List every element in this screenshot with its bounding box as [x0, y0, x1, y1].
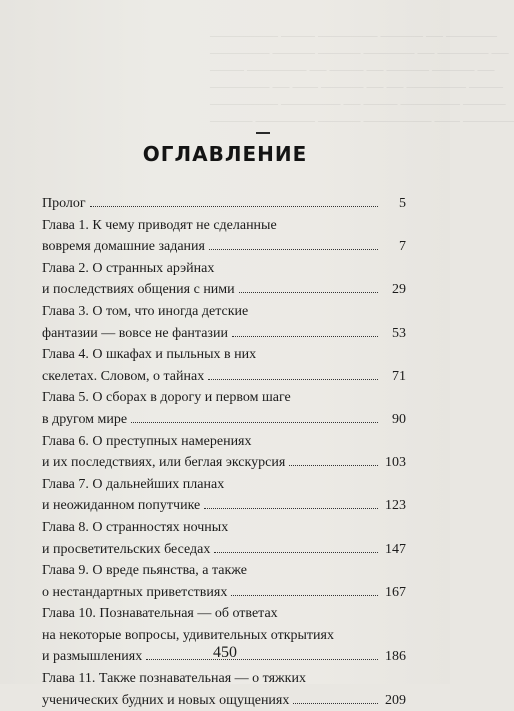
toc-entry	[42, 344, 406, 387]
toc-entry-text: вовремя домашние задания	[42, 239, 205, 255]
toc-entry-line	[42, 603, 406, 625]
toc-entry-line	[42, 215, 406, 237]
toc-entry-line	[42, 539, 406, 561]
dot-leader	[214, 552, 378, 553]
toc-entry-line	[42, 495, 406, 517]
toc-page-number: 186	[385, 649, 406, 665]
page-number: 450	[213, 644, 237, 661]
toc-page-number: 29	[392, 282, 406, 298]
toc-entry-text: Пролог	[42, 196, 86, 211]
toc-entry-text: Глава 5. О сборах в дорогу и первом шаге	[42, 390, 291, 406]
dot-leader	[293, 703, 378, 704]
toc-entry-line	[42, 668, 406, 690]
toc-page-number: 209	[385, 692, 406, 708]
toc-entry-text: Глава 2. О странных арэйнах	[42, 260, 215, 276]
toc-page-number: 90	[392, 411, 406, 427]
toc-entry	[42, 301, 406, 344]
toc-entry-text: Глава 4. О шкафах и пыльных в них	[42, 347, 257, 363]
toc-entry	[42, 193, 406, 215]
toc-entry-text: Глава 3. О том, что иногда детские	[42, 303, 249, 319]
toc-entry-text: и их последствиях, или беглая экскурсия	[42, 455, 286, 471]
toc-page-number: 71	[392, 368, 406, 384]
toc-entry-text: Глава 6. О преступных намерениях	[42, 433, 252, 449]
toc-entry-text: Глава 11. Также познавательная — о тяжких	[42, 671, 306, 687]
toc-entry	[42, 668, 406, 711]
toc-entry-line	[42, 366, 406, 388]
toc-entry-line	[42, 474, 406, 496]
dot-leader	[231, 595, 378, 596]
dot-leader	[239, 292, 378, 293]
toc-entry-text: и последствиях общения с ними	[42, 282, 235, 298]
toc-page-number: 103	[385, 455, 406, 471]
toc-entry-line	[42, 193, 406, 215]
toc-entry-line	[42, 431, 406, 453]
toc-entry	[42, 431, 406, 474]
toc-entry-text: Глава 8. О странностях ночных	[42, 519, 229, 535]
toc-page-number: 147	[385, 541, 406, 557]
toc-page-number: 123	[385, 498, 406, 514]
toc-entry-text: и размышлениях	[42, 649, 143, 665]
toc-entry-line	[42, 258, 406, 280]
toc-entry-text: Глава 9. О вреде пьянства, а также	[42, 563, 247, 579]
toc-entry-line	[42, 452, 406, 474]
toc-entry-text: Глава 1. К чему приводят не сделанные	[42, 217, 277, 233]
show-through-text: ──────── ──── ─────── ───── ── ────── ─────── ───── ───── ────── ── ────── ── ──── ─────── ── ──── ── ───── ───── ── ─────── ── ─── ───── ── ── ─────── ──── ──────── ─────── ── ──── ─────── ───── ───── ─────── ───── ──────── ─── ──────	[210, 29, 514, 128]
toc-entry	[42, 258, 406, 301]
toc-entry-line	[42, 690, 406, 711]
toc-entry	[42, 474, 406, 517]
toc-entry	[42, 517, 406, 560]
dot-leader	[289, 465, 378, 466]
toc-entry-text: Глава 10. Познавательная — об ответах	[42, 606, 278, 622]
toc-entry-line	[42, 560, 406, 582]
toc-entry-text: и просветительских беседах	[42, 541, 211, 557]
toc-entry-text: в другом мире	[42, 411, 128, 427]
dot-leader	[131, 422, 378, 423]
toc-entry-text: о нестандартных приветствиях	[42, 584, 228, 600]
toc-entry-line	[42, 236, 406, 258]
toc-entry-text: на некоторые вопросы, удивительных открытиях	[42, 627, 334, 643]
toc-title: ОГЛАВЛЕНИЕ	[142, 142, 308, 166]
toc-entry	[42, 215, 406, 258]
toc-entry-text: и неожиданном попутчике	[42, 498, 201, 514]
toc-entry-line	[42, 279, 406, 301]
dot-leader	[209, 249, 378, 250]
dot-leader	[232, 336, 378, 337]
dot-leader	[204, 508, 378, 509]
toc-page-number: 53	[392, 325, 406, 341]
title-ornament	[256, 132, 270, 134]
toc-page-number: 167	[385, 584, 406, 600]
toc-entry-line	[42, 582, 406, 604]
toc-entry-line	[42, 517, 406, 539]
toc-entry-text: ученических будних и новых ощущениях	[42, 692, 290, 708]
dot-leader	[208, 379, 378, 380]
toc-entry	[42, 387, 406, 430]
toc-entry	[42, 560, 406, 603]
toc-entry-text: Глава 7. О дальнейших планах	[42, 476, 225, 492]
toc-entry-text: фантазии — вовсе не фантазии	[42, 325, 228, 341]
toc-entry-line	[42, 301, 406, 323]
table-of-contents	[42, 193, 406, 711]
toc-page-number: 7	[399, 239, 406, 255]
toc-entry-line	[42, 409, 406, 431]
dot-leader	[90, 206, 378, 207]
toc-page-number: 5	[399, 196, 406, 211]
toc-entry-line	[42, 323, 406, 345]
toc-entry-line	[42, 344, 406, 366]
toc-entry-line	[42, 387, 406, 409]
toc-entry-text: скелетах. Словом, о тайнах	[42, 368, 205, 384]
